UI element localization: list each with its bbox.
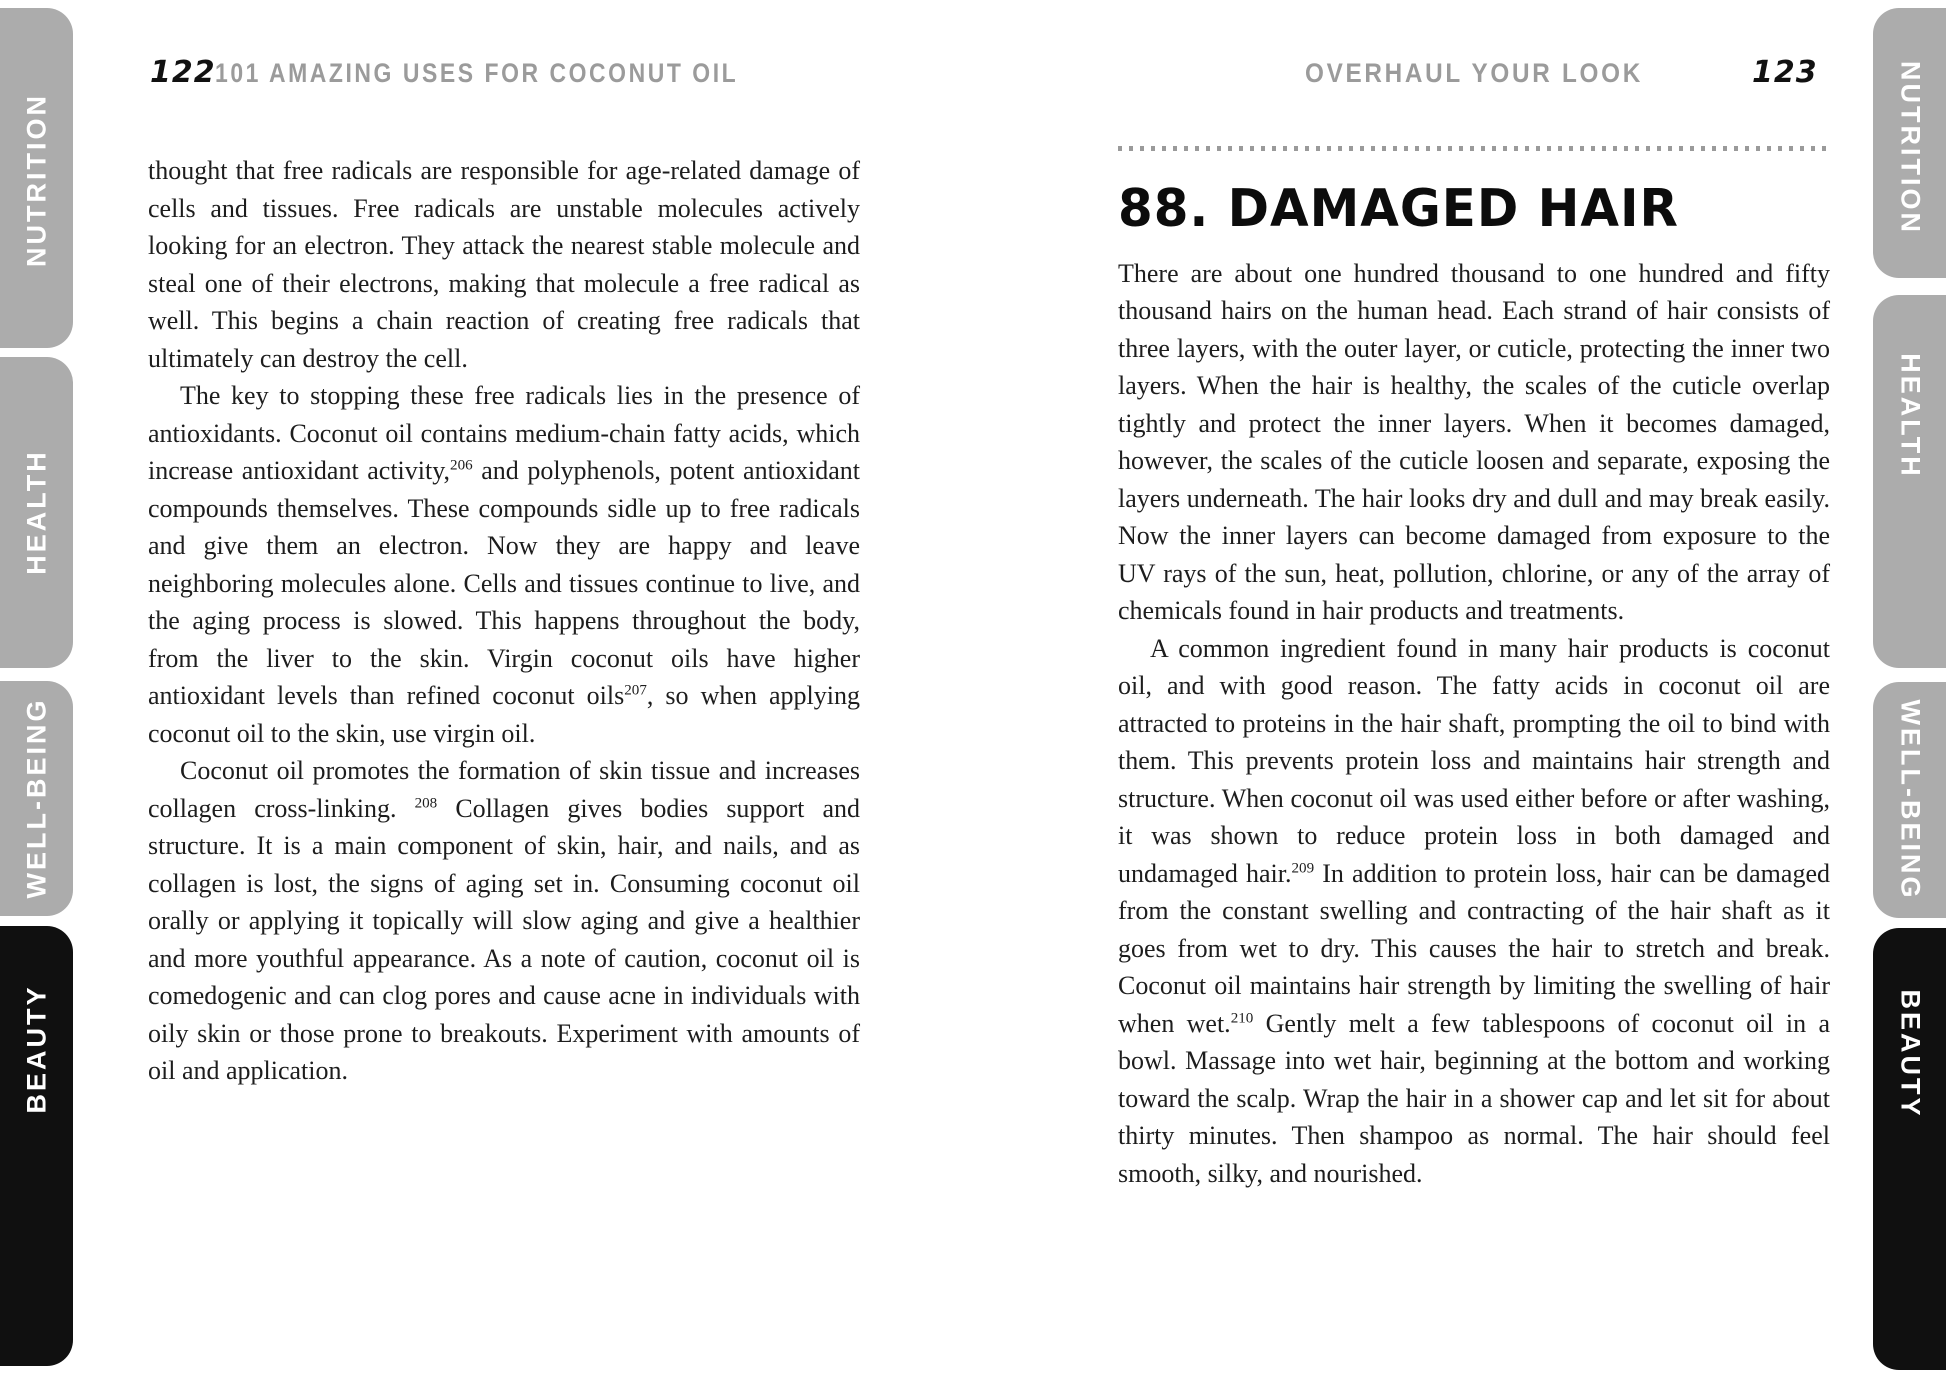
side-tab-label: HEALTH	[21, 449, 51, 575]
body-paragraph: The key to stopping these free radicals lies in the presence of antioxidants. Coconut oil contains medium-chain fatty acids, which increase antioxidant activity,$^{206}$ and polyphenols, potent antioxidant compounds themselves. These compounds sidle up to free radicals and give them an electron. Now they are happy and leave neighboring molecules alone. Cells and tissues continue to live, and the aging process is slowed. This happens throughout the body, from the liver to the skin. Virgin coconut oils have higher antioxidant levels than refined coconut oils$^{207}$, so when applying coconut oil to the skin, use virgin oil.	[148, 381, 861, 748]
side-tab-well-being-left	[0, 681, 73, 916]
side-tab-beauty-right-active	[1873, 928, 1946, 1370]
side-tab-label: WELL-BEING	[21, 697, 51, 899]
body-paragraph: Coconut oil promotes the formation of skin tissue and increases collagen cross-linking. $^{208}$ Collagen gives bodies support and structure. It is a main component of skin, hair, and nails, and as collagen is lost, the signs of aging set in. Consuming coconut oil orally or applying it topically will slow aging and give a healthier and more youthful appearance. As a note of caution, coconut oil is comedogenic and can clog pores and cause acne in individuals with oily skin or those prone to breakouts. Experiment with amounts of oil and application.	[148, 756, 860, 1085]
footnote-reference: 206	[450, 457, 473, 474]
left-running-head: 101 AMAZING USES FOR COCONUT OIL	[215, 58, 739, 88]
footnote-reference: 209	[1291, 859, 1315, 876]
body-paragraph: A common ingredient found in many hair products is coconut oil, and with good reason. The fatty acids in coconut oil are attracted to proteins in the hair shaft, prompting the oil to bind with them. This prevents protein loss and maintains hair strength and structure. When coconut oil was used either before or after washing, it was shown to reduce protein loss in both damaged and undamaged hair.$^{209}$ In addition to protein loss, hair can be damaged from the constant swelling and contracting of the hair shaft as it goes from wet to dry. This causes the hair to stretch and break. Coconut oil maintains hair strength by limiting the swelling of hair when wet.$^{210}$ Gently melt a few tablespoons of coconut oil in a bowl. Massage into wet hair, beginning at the bottom and working toward the scalp. Wrap the hair in a shower cap and let sit for about thirty minutes. Then shampoo as normal. The hair should feel smooth, silky, and nourished.	[1118, 633, 1830, 1188]
side-tab-health-right	[1873, 295, 1946, 668]
right-page-number: 123	[1752, 55, 1818, 90]
body-paragraph: There are about one hundred thousand to one hundred and fifty thousand hairs on the human head. Each strand of hair consists of three layers, with the outer layer, or cuticle, protecting the inner two layers. When the hair is healthy, the scales of the cuticle overlap tightly and protect the inner layers. When it becomes damaged, however, the scales of the cuticle loosen and separate, exposing the layers underneath. The hair looks dry and dull and may break easily. Now the inner layers can become damaged from exposure to the UV rays of the sun, heat, pollution, chlorine, or any of the array of chemicals found in hair products and treatments.	[1118, 258, 1830, 625]
side-tab-label: NUTRITION	[1895, 61, 1925, 235]
section-heading: 88. DAMAGED HAIR	[1118, 179, 1679, 239]
side-tab-nutrition-left	[0, 8, 73, 348]
right-page-paragraphs	[1118, 255, 1830, 1193]
left-page-number: 122	[150, 55, 216, 90]
side-tab-label: BEAUTY	[21, 984, 51, 1114]
side-tab-health-left	[0, 357, 73, 668]
side-tab-beauty-left-active	[0, 926, 73, 1366]
section-divider-dotted-rule	[1118, 146, 1830, 151]
right-page-body	[1118, 146, 1830, 1192]
side-tab-label: HEALTH	[1895, 353, 1925, 479]
side-tab-well-being-right	[1873, 682, 1946, 918]
side-tab-label: BEAUTY	[1895, 989, 1925, 1119]
side-tab-label: NUTRITION	[21, 93, 51, 267]
body-paragraph: thought that free radicals are responsible for age-related damage of cells and tissues. Free radicals are unstable molecules actively looking for an electron. They attack the nearest stable molecule and steal one of their electrons, making that molecule a free radical as well. This begins a chain reaction of creating free radicals that ultimately can destroy the cell.	[148, 156, 860, 373]
left-page-body	[148, 152, 860, 1090]
footnote-reference: 208	[414, 794, 438, 811]
side-tab-label: WELL-BEING	[1895, 699, 1925, 901]
side-tab-nutrition-right	[1873, 8, 1946, 278]
right-running-head: OVERHAUL YOUR LOOK	[1304, 58, 1643, 88]
footnote-reference: 210	[1230, 1009, 1254, 1026]
footnote-reference: 207	[624, 682, 647, 699]
